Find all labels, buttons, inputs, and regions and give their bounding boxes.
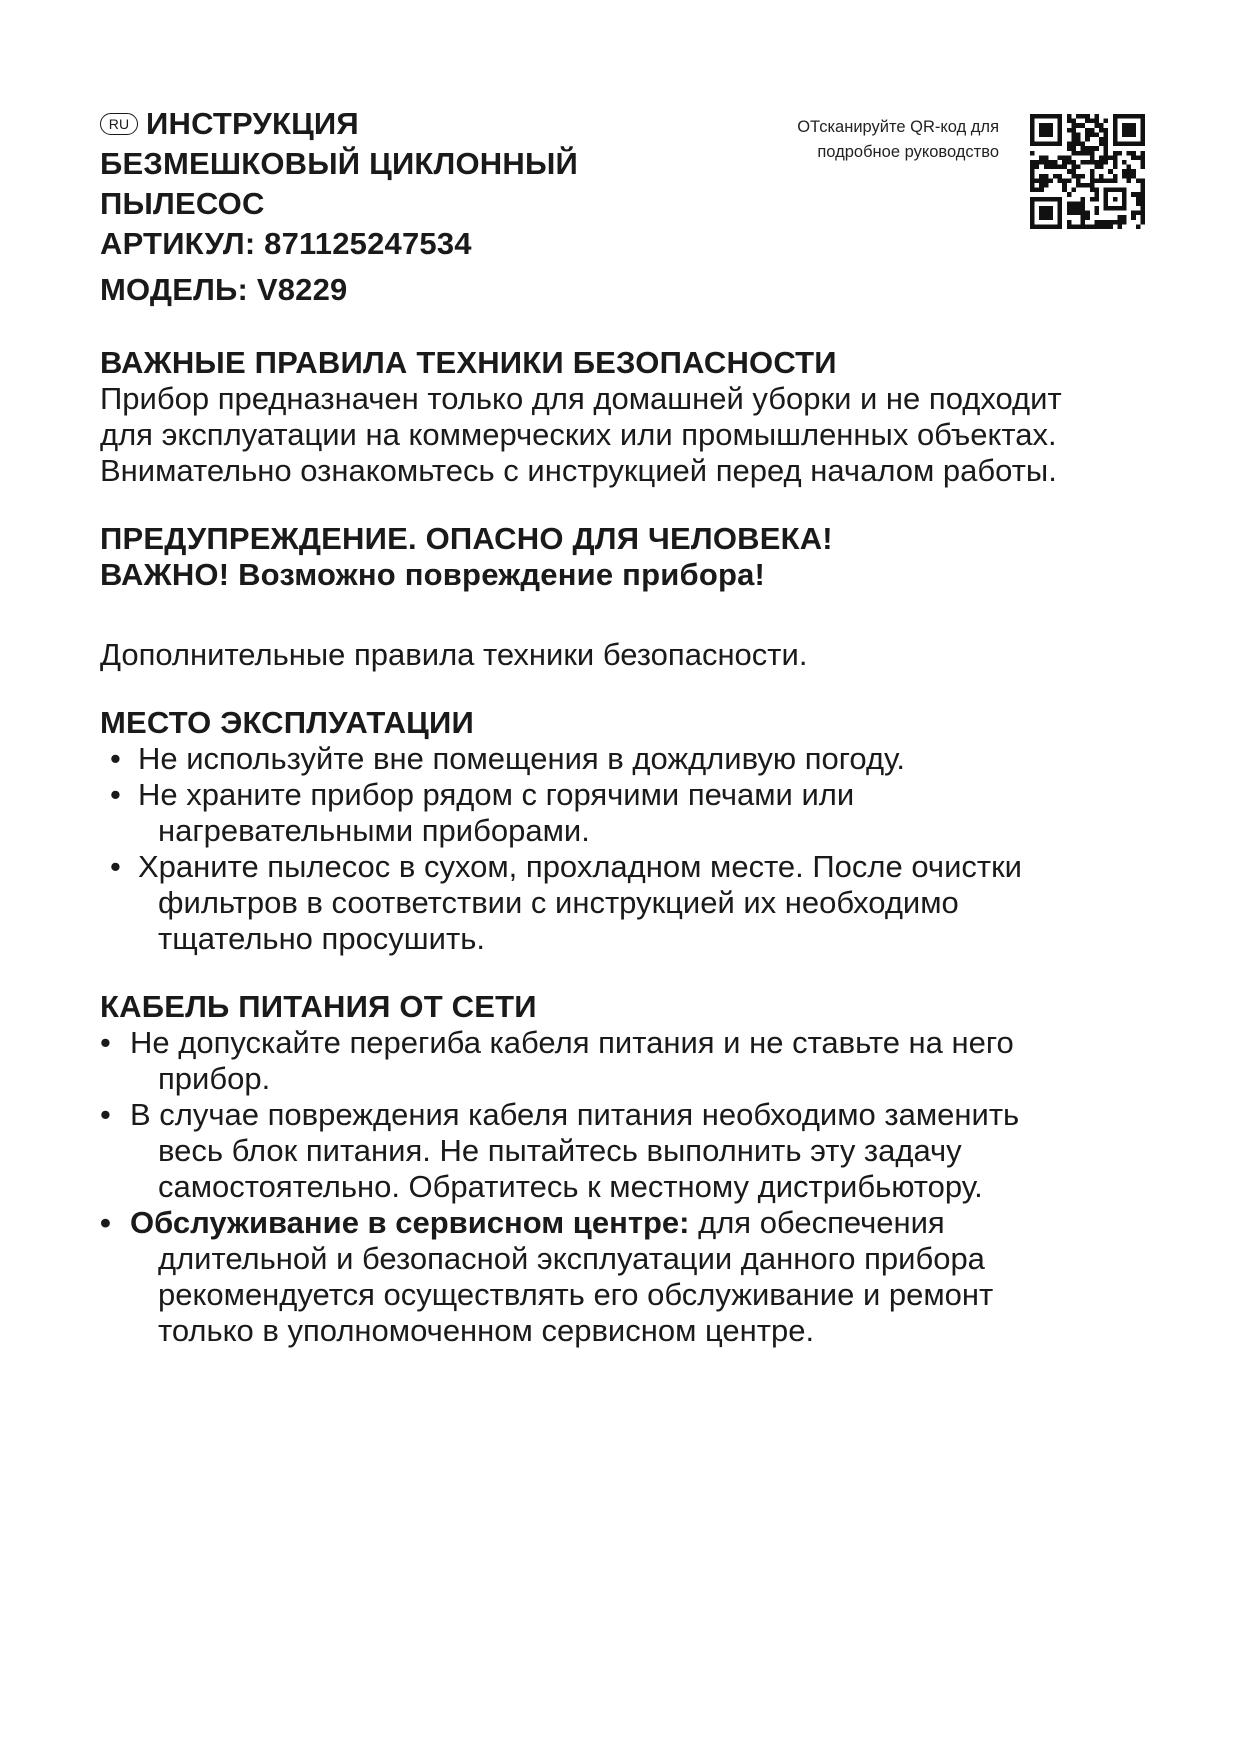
- item-line: Не допускайте перегиба кабеля питания и не ставьте на него: [130, 1025, 1014, 1060]
- item-line: фильтров в соответствии с инструкцией их необходимо: [158, 885, 959, 920]
- document-header: [100, 104, 800, 310]
- list-item: [100, 1025, 1160, 1097]
- safety-line: Внимательно ознакомьтесь с инструкцией перед началом работы.: [100, 453, 1057, 488]
- item-line: весь блок питания. Не пытайтесь выполнить эту задачу: [158, 1133, 962, 1168]
- list-item: [100, 1097, 1160, 1205]
- item-line: В случае повреждения кабеля питания необходимо заменить: [130, 1097, 1020, 1132]
- qr-caption-line: подробное руководство: [817, 143, 999, 161]
- location-section: [100, 705, 1160, 957]
- document-body: [100, 345, 1160, 1349]
- bullet-icon: •: [110, 777, 121, 812]
- article-number: АРТИКУЛ: 871125247534: [100, 226, 472, 261]
- list-item: [100, 1205, 1160, 1349]
- bullet-icon: •: [110, 741, 121, 776]
- item-line: нагревательными приборами.: [158, 813, 590, 848]
- list-item: [100, 849, 1160, 957]
- item-line: длительной и безопасной эксплуатации данного прибора: [158, 1241, 985, 1276]
- language-badge: RU: [100, 113, 138, 135]
- model-number: МОДЕЛЬ: V8229: [100, 272, 348, 307]
- item-line: Храните пылесос в сухом, прохладном месте. После очистки: [138, 849, 1022, 884]
- qr-code-icon[interactable]: [1030, 114, 1145, 229]
- warnings-section: [100, 521, 1160, 593]
- item-line: [130, 1205, 1160, 1241]
- item-line: прибор.: [158, 1061, 271, 1096]
- item-line-rest: для обеспечения: [689, 1205, 945, 1240]
- qr-caption: [797, 115, 999, 165]
- safety-heading: ВАЖНЫЕ ПРАВИЛА ТЕХНИКИ БЕЗОПАСНОСТИ: [100, 345, 837, 380]
- additional-rules: Дополнительные правила техники безопасности.: [100, 637, 808, 672]
- location-heading: МЕСТО ЭКСПЛУАТАЦИИ: [100, 705, 474, 740]
- item-line: Не используйте вне помещения в дождливую погоду.: [138, 741, 906, 776]
- list-item: [100, 741, 1160, 777]
- qr-caption-line: ОТсканируйте QR-код для: [797, 118, 999, 136]
- item-line: Не храните прибор рядом с горячими печами или: [138, 777, 855, 812]
- cable-list: [100, 1025, 1160, 1349]
- cable-heading: КАБЕЛЬ ПИТАНИЯ ОТ СЕТИ: [100, 989, 537, 1024]
- bullet-icon: •: [100, 1205, 111, 1240]
- list-item: [100, 777, 1160, 849]
- safety-section: [100, 345, 1160, 489]
- bullet-icon: •: [100, 1097, 111, 1132]
- danger-warning: ПРЕДУПРЕЖДЕНИЕ. ОПАСНО ДЛЯ ЧЕЛОВЕКА!: [100, 521, 833, 556]
- item-line: только в уполномоченном сервисном центре.: [158, 1313, 815, 1348]
- bullet-icon: •: [110, 849, 121, 884]
- item-line: самостоятельно. Обратитесь к местному дистрибьютору.: [158, 1169, 983, 1204]
- location-list: [100, 741, 1160, 957]
- service-center-label: Обслуживание в сервисном центре:: [130, 1205, 690, 1240]
- title-first-line: [100, 104, 800, 144]
- title-line: БЕЗМЕШКОВЫЙ ЦИКЛОННЫЙ: [100, 146, 579, 181]
- cable-section: [100, 989, 1160, 1349]
- title-line: ПЫЛЕСОС: [100, 186, 265, 221]
- bullet-icon: •: [100, 1025, 111, 1060]
- safety-line: для эксплуатации на коммерческих или промышленных объектах.: [100, 417, 1057, 452]
- important-warning: ВАЖНО! Возможно повреждение прибора!: [100, 557, 766, 592]
- item-line: тщательно просушить.: [158, 921, 485, 956]
- item-line: рекомендуется осуществлять его обслуживание и ремонт: [158, 1277, 994, 1312]
- title-line: ИНСТРУКЦИЯ: [146, 106, 359, 141]
- safety-line: Прибор предназначен только для домашней уборки и не подходит: [100, 381, 1062, 416]
